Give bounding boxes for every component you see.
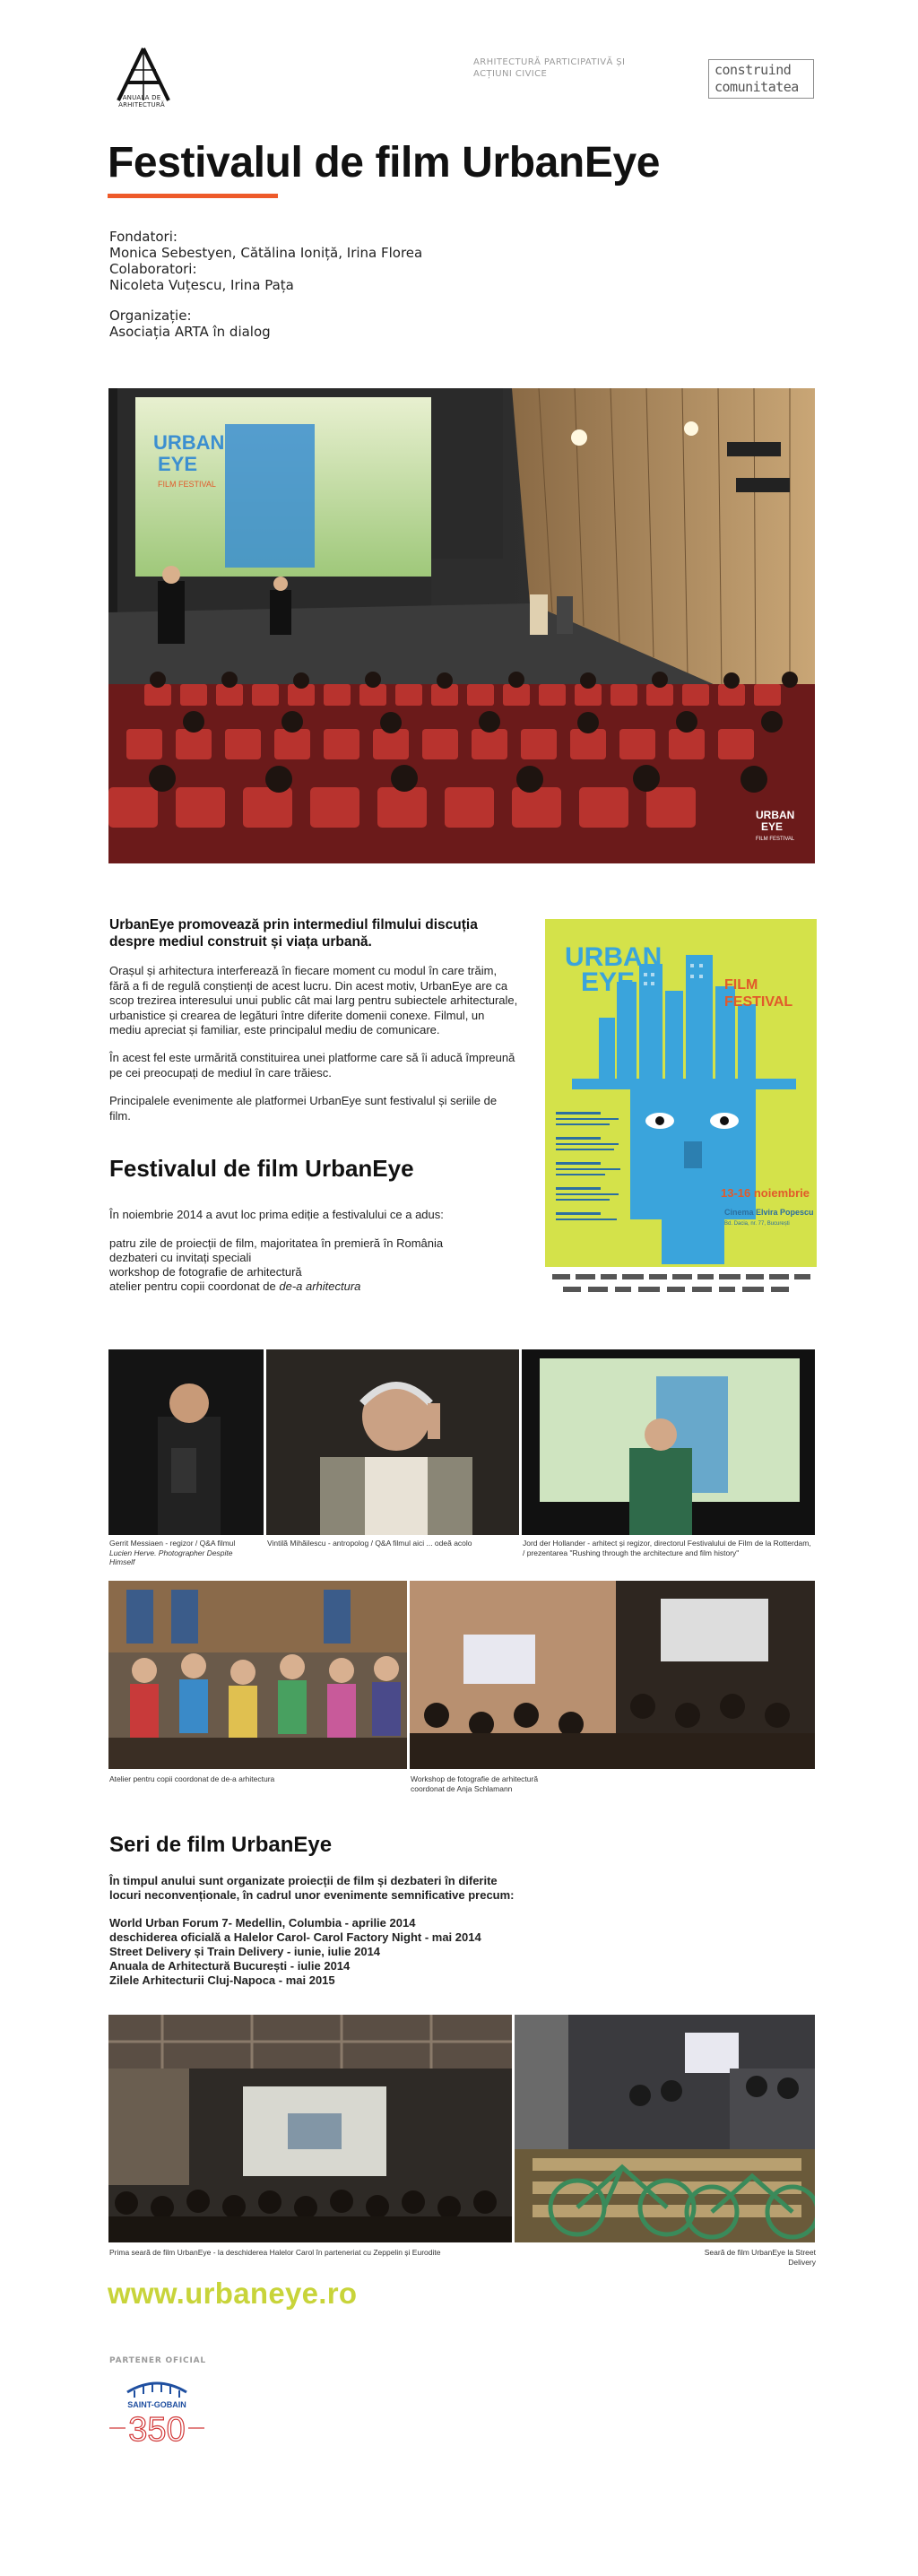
caption-line: / prezentarea "Rushing through the architecture and film history" xyxy=(523,1548,740,1557)
badge-line: comunitatea xyxy=(714,79,799,95)
photo-gerrit-messiaen xyxy=(108,1349,264,1535)
photo-vintila-mihailescu xyxy=(266,1349,519,1535)
collaborators-label: Colaboratori: xyxy=(109,261,197,277)
festival-heading: Festivalul de film UrbanEye xyxy=(109,1155,414,1182)
partner-label: PARTENER OFICIAL xyxy=(109,2356,206,2365)
photo-street-delivery xyxy=(515,2015,815,2242)
corner-logo-text: URBAN xyxy=(756,809,795,821)
caption-line: Himself xyxy=(109,1557,135,1566)
text-line: În acest fel este urmărită constituirea unei platforme care să îi aducă împreună xyxy=(109,1051,515,1064)
festival-intro: În noiembrie 2014 a avut loc prima ediție a festivalului ce a adus: xyxy=(109,1208,444,1221)
website-link[interactable]: www.urbaneye.ro xyxy=(108,2277,358,2310)
seri-heading: Seri de film UrbanEye xyxy=(109,1833,333,1857)
founders-label: Fondatori: xyxy=(109,229,178,245)
poster-venue-address: Bd. Dacia, nr. 77, București xyxy=(724,1221,790,1227)
screen-subtitle: FILM FESTIVAL xyxy=(158,480,216,489)
text-line: Orașul și arhitectura interferează în fiecare moment cu modul în care trăim, xyxy=(109,964,498,977)
seri-event: Zilele Arhitecturii Cluj-Napoca - mai 2015 xyxy=(109,1973,335,1987)
poster-logo-text: EYE xyxy=(581,967,636,997)
text-line: film. xyxy=(109,1108,131,1123)
poster-logo-text: URBAN xyxy=(565,942,663,972)
seri-intro-line: locuri neconvenționale, în cadrul unor evenimente semnificative precum: xyxy=(109,1888,515,1902)
caption-line: Workshop de fotografie de arhitectură xyxy=(411,1774,539,1783)
seri-event: Anuala de Arhitectură București - iulie 2014 xyxy=(109,1959,351,1973)
poster-film-text: FILM xyxy=(724,977,758,993)
poster-venue: Cinema Elvira Popescu xyxy=(724,1208,814,1217)
caption-photo-4: Atelier pentru copii coordonat de de-a arhitectura xyxy=(109,1774,275,1783)
photo-children-workshop xyxy=(108,1581,407,1769)
hero-cinema-photo xyxy=(108,388,815,863)
text-line: urbanistice și crearea de legături între diferite domenii conexe. Filmul, un xyxy=(109,1008,485,1022)
tagline-line: ACȚIUNI CIVICE xyxy=(473,69,548,79)
text-line: Principalele evenimente ale platformei UrbanEye sunt festivalul și seriile de xyxy=(109,1094,498,1107)
seri-event: deschiderea oficială a Halelor Carol- Carol Factory Night - mai 2014 xyxy=(109,1930,481,1944)
construind-comunitatea-badge xyxy=(708,59,814,99)
intro-paragraph-3 xyxy=(109,1094,531,1123)
collaborators: Nicoleta Vuțescu, Irina Pața xyxy=(109,277,294,293)
logo-caption: ANUALA DE ARHITECTURĂ xyxy=(118,94,165,108)
founders: Monica Sebestyen, Cătălina Ioniță, Irina Florea xyxy=(109,245,423,261)
text-line: fără a fi de regulă conștienți de acest lucru. Din acest motiv, UrbanEye are ca xyxy=(109,978,508,993)
corner-logo-text: EYE xyxy=(761,820,784,833)
corner-logo-text: FILM FESTIVAL xyxy=(756,837,795,842)
text-line: pe cei preocupați de mediul în care trăiesc. xyxy=(109,1065,332,1080)
caption-photo-6: Prima seară de film UrbanEye - la deschiderea Halelor Carol în parteneriat cu Zeppelin și Eurodite xyxy=(109,2248,441,2257)
organization-label: Organizație: xyxy=(109,308,192,324)
festival-item: workshop de fotografie de arhitectură xyxy=(109,1265,302,1279)
partner-number: 350 xyxy=(128,2411,186,2448)
screen-logo-text: URBAN xyxy=(153,431,225,454)
tagline-line: ARHITECTURĂ PARTICIPATIVĂ ȘI xyxy=(473,57,626,67)
seri-event: World Urban Forum 7- Medellin, Columbia - aprilie 2014 xyxy=(109,1916,416,1930)
caption-line: Lucien Herve. Photographer Despite xyxy=(109,1548,233,1557)
saint-gobain-logo-icon xyxy=(108,2376,206,2448)
poster-festival-text: FESTIVAL xyxy=(724,994,793,1010)
intro-paragraph-2 xyxy=(109,1051,531,1080)
partner-name: SAINT-GOBAIN xyxy=(127,2400,186,2409)
badge-line: construind xyxy=(714,62,792,78)
festival-item: dezbateri cu invitați speciali xyxy=(109,1251,252,1264)
lead-line: despre mediul construit și viața urbană. xyxy=(109,934,372,950)
seri-event: Street Delivery și Train Delivery - iunie, iulie 2014 xyxy=(109,1945,381,1958)
festival-item-prefix: atelier pentru copii coordonat de xyxy=(109,1279,280,1293)
festival-poster xyxy=(545,919,817,1300)
lead-line: UrbanEye promovează prin intermediul filmului discuția xyxy=(109,917,478,932)
caption-photo-7: Seară de film UrbanEye la Street Delivery xyxy=(704,2248,816,2267)
screen-logo-text: EYE xyxy=(158,453,198,475)
caption-photo-3 xyxy=(523,1539,815,1557)
photo-halele-carol xyxy=(108,2015,512,2242)
festival-item-emphasis: de-a arhitectura xyxy=(279,1279,361,1293)
festival-item: patru zile de proiecții de film, majoritatea în premieră în România xyxy=(109,1236,444,1250)
title-underline xyxy=(108,194,278,198)
photo-architecture-workshop xyxy=(410,1581,815,1769)
poster-dates: 13-16 noiembrie xyxy=(721,1186,810,1200)
festival-item xyxy=(109,1279,360,1294)
caption-line: Jord der Hollander - arhitect și regizor, directorul Festivalului de Film de la Rotterdam, xyxy=(523,1539,811,1548)
intro-lead xyxy=(109,916,531,950)
intro-paragraph-1 xyxy=(109,964,531,1038)
text-line: mediu apreciat și familiar, este principalul mediu de comunicare. xyxy=(109,1023,440,1036)
page-title: Festivalul de film UrbanEye xyxy=(108,139,661,186)
seri-intro-line: În timpul anului sunt organizate proiecții de film și dezbateri în diferite xyxy=(109,1874,498,1887)
caption-photo-5 xyxy=(411,1774,538,1793)
text-line: scop trezirea interesului unui public cât mai larg pentru subiectele arhitecturale, xyxy=(109,993,518,1007)
photo-jord-der-hollander xyxy=(522,1349,815,1535)
header-tagline xyxy=(473,56,644,80)
caption-line: coordonat de Anja Schlamann xyxy=(411,1783,513,1793)
caption-photo-2: Vintilă Mihăilescu - antropolog / Q&A filmul aici ... odeă acolo xyxy=(267,1539,472,1548)
caption-photo-1 xyxy=(109,1539,235,1567)
organization: Asociația ARTA în dialog xyxy=(109,324,271,340)
caption-line: Gerrit Messiaen - regizor / Q&A filmul xyxy=(109,1539,236,1548)
